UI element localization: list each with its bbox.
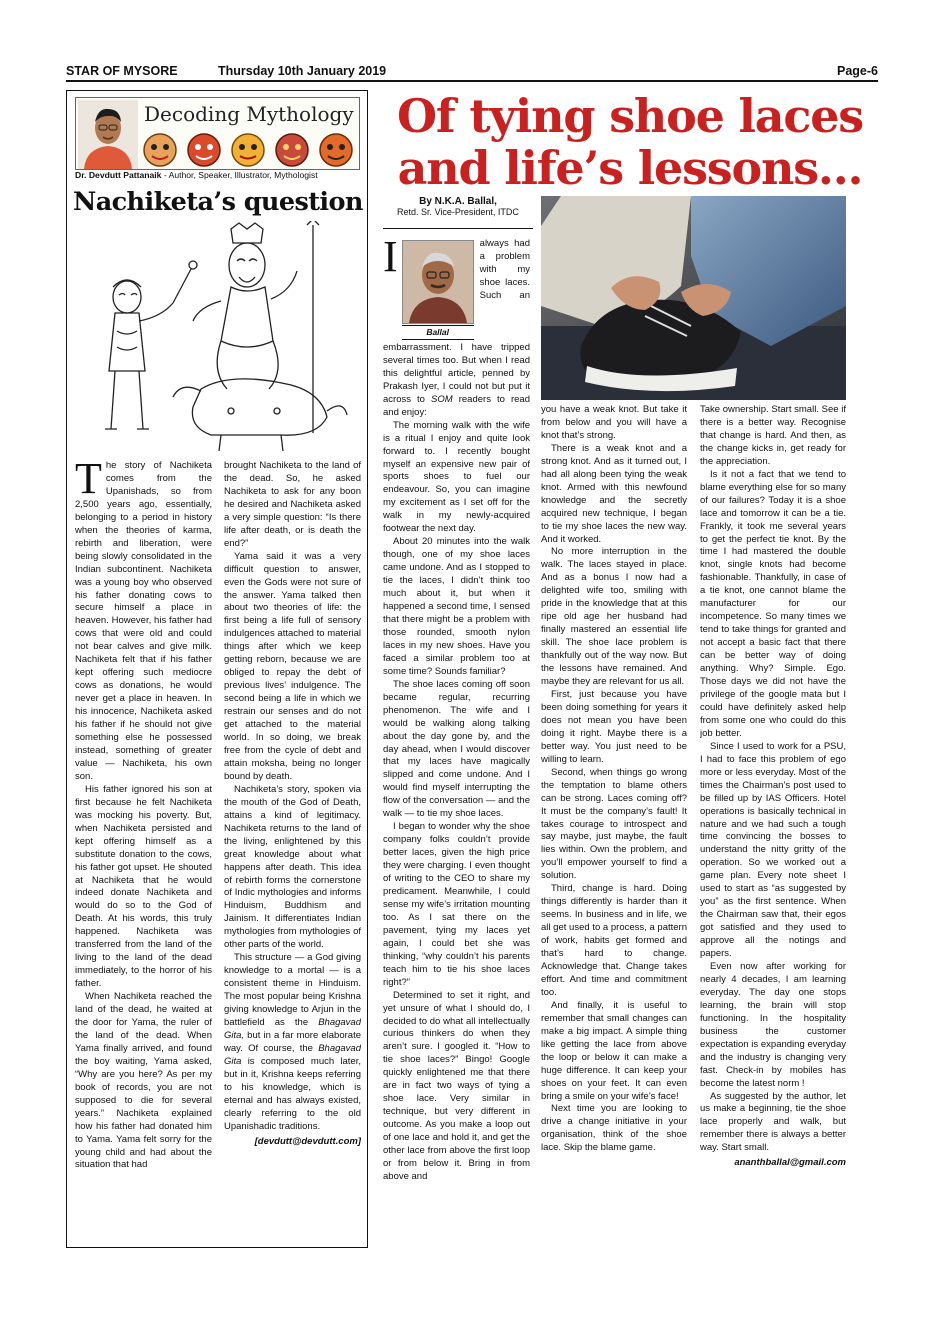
column-box: [66, 90, 368, 1248]
article-text-run: readers to read and enjoy:: [383, 393, 530, 418]
article-byline: [383, 196, 533, 217]
mask-row-illustration: [142, 132, 354, 168]
article-text-run: always had a problem with my shoe laces. Such an embarrassment. I have tripped several times too. But when I read this delightful article, penned by Prakash Iyer, I could not but put it across to: [383, 238, 530, 405]
article-paragraph: About 20 minutes into the walk though, one of my shoe laces came undone. And as I stopped to tie the laces, I didn’t think too much about it, but when it happened a second time, I sensed that there might be a problem with those rounded, smooth nylon laces in my new shoes. Have you faced a similar problem too at some time? Sounds familiar?: [383, 536, 530, 677]
article-dropcap: I: [383, 238, 398, 281]
article-paragraph: Third, change is hard. Doing things differently is harder than it seems. In business and in life, we all get used to a process, a pattern of work, habits get formed and that’s hard to change. Acknowledge that. Change takes effort. And time and commitment too.: [541, 883, 687, 998]
article-paragraph: Next time you are looking to drive a change initiative in your organisation, think of the shoe lace. Skip the blame game.: [541, 1103, 687, 1154]
article-paragraph: Second, when things go wrong the temptation to blame others can be strong. Laces coming off? It must be the company’s fault! It takes courage to introspect and say maybe, just maybe, the fault lies within. Own the problem, and you’ll empower yourself to find a solution.: [541, 766, 687, 882]
column-author-description: - Author, Speaker, Illustrator, Mythologist: [161, 170, 318, 180]
column-paragraph: His father ignored his son at first because he felt Nachiketa was mocking his poverty. But, when Nachiketa persisted and kept offering himself as a substitute donation to the cows, his father got upset. He shouted at Nachiketa that he would indeed donate Nachiketa and would do so to the God of Death. At his words, this truly happened. Nachiketa was transferred from the land of the living to the land of the dead immediately, to the horror of his father.: [75, 783, 212, 990]
article-paragraph: And finally, it is useful to remember that small changes can make a big impact. A simple thing like getting the lace from above the loop or below it can make a huge difference. It can keep your shoes on your feet. It can even bring a smile on your wife’s face!: [541, 999, 687, 1102]
column-italic-run: Bhagavad Gita: [224, 1042, 361, 1067]
column-paragraph: he story of Nachiketa comes from the Upanishads, so from 2,500 years ago, essentially, belonging to a period in history when the theories of karma, rebirth and liberation, were being slowly consolidated in the Indian subcontinent. Nachiketa was a young boy who observed his father donating cows to secure himself a place in heaven. However, his father had cows that were old and could not bear calves and give milk. Nachiketa felt that if his father kept offering such mediocre cows as donations, he would never get a place in heaven. In his innocence, Nachiketa asked his father if he should not give something else he possessed instead, something of greater value — Nachiketa, his own son.: [75, 460, 212, 782]
column-banner-title: Decoding Mythology: [144, 102, 354, 126]
column-text-run: but in a far more elaborate way. Of course, the: [224, 1029, 361, 1054]
column-author-name: Dr. Devdutt Pattanaik: [75, 170, 162, 180]
article-paragraph: Since I used to work for a PSU, I had to face this problem of ego more or less everyday. Most of the times the Chairman’s post used to be filled up by IAS Officers. Hotel operations is basically technical in nature and we had such a tough time convincing the bosses to understand the nitty gritty of the operation. So we worked out a game plan. Every note sheet I used to start as “as suggested by you” as the first sentence. When the Chairman saw that, their egos got satisfied and they used to approve all the notings and papers.: [700, 740, 846, 960]
article-paragraph: No more interruption in the walk. The laces stayed in place. And as a bonus I now had a delighted wife too, smiling with pride in the knowledge that at this ripe old age her husband had finally mastered an essential life skill. The shoe lace problem is thankfully out of the way now. But the lessons have remained. And maybe they are relevant for us all.: [541, 546, 687, 688]
column-text-run: This structure — a God giving knowledge to a mortal — is a consistent theme in Hinduism. The most popular being Krishna giving knowledge to Arjun in the battlefield as the: [224, 952, 361, 1028]
column-italic-run: Bhagavad Gita,: [224, 1016, 361, 1041]
masthead-rule: [66, 80, 878, 82]
column-author-email: [devdutt@devdutt.com]: [254, 1135, 361, 1147]
article-headline-line-1: Of tying shoe laces: [397, 89, 863, 143]
article-paragraph: The shoe laces coming off soon became regular, recurring phenomenon. The wife and I would be walking along talking about the day gone by, and the day ahead, when I would discover that my laces have magically slipped and come undone. And I would find myself interrupting the flow of the conversation — and the walk — to tie my shoe laces.: [383, 678, 530, 820]
article-text-col-1: [383, 238, 530, 1248]
shoe-lace-photo: [541, 196, 846, 400]
byline-rule: [383, 228, 533, 229]
article-paragraph: Determined to set it right, and yet unsure of what I should do, I decided to do what all intellectually curious thinkers do when they aren’t sure. I googled it. “How to tie shoe laces?” Bingo! Google quickly enlightened me that there are in fact two ways of tying a shoe lace. Very similar in technique, but very different in outcome. As you make a loop out of one lace and hold it, and get the other lace from above the first loop or from below it. Bring in from above and: [383, 989, 530, 1182]
column-paragraph: Nachiketa’s story, spoken via the mouth of the God of Death, attains a kind of legitimacy. Nachiketa returns to the land of the living, enlightened by this great knowledge about what happens after death. This idea of rebirth forms the cornerstone of Indic mythologies and informs Hinduism, Buddhism and Jainism. It differentiates Indian mythologies from mythologies of other parts of the world.: [224, 783, 361, 951]
column-banner: [75, 97, 360, 170]
column-title: Nachiketa’s question: [73, 187, 363, 217]
author-inset-caption: Ballal: [402, 325, 474, 340]
article-paragraph: I began to wonder why the shoe company folks couldn’t provide better laces, given the high price they were charging. I even thought of writing to the CEO to share my predicament. Meanwhile, I could sense my wife’s irritation mounting too. As I sat there on the pavement, tying my laces yet again, I could bet she was thinking, “why couldn’t his parents teach him to tie his shoe laces right?”: [383, 821, 530, 988]
article-headline-line-2: and life’s lessons...: [397, 141, 863, 195]
column-author-line: [75, 170, 360, 183]
article-byline-name: By N.K.A. Ballal,: [419, 196, 497, 207]
article-paragraph: you have a weak knot. But take it from below and you will have a knot that’s strong.: [541, 404, 687, 441]
author-portrait: [78, 100, 138, 169]
article-paragraph: There is a weak knot and a strong knot. And as it turned out, I had all along been tying the weak knot. Armed with this newfound knowledge and the secretly acquired new technique, I began to tie my shoe laces the new way. And it worked.: [541, 442, 687, 545]
author-inset: [402, 240, 474, 340]
column-text-col-1: [75, 460, 212, 1240]
article-headline: [380, 90, 880, 194]
column-paragraph: brought Nachiketa to the land of the dead. So, he asked Nachiketa to ask for any boon he desired and Nachiketa asked a very simple question: “Is there life after death, or is death the end?”: [224, 460, 361, 549]
article-paragraph: Is it not a fact that we tend to blame everything else for so many of our failures? Today it is a shoe lace and tomorrow it can be a tie. Frankly, it took me several years to get the perfect tie knot. By the time I had mastered the double knot, single knots had become fashionable. Thankfully, in case of a tie knot, one cannot blame the manufacturer for our incompetence. So many times we tend to take things for granted and not accept a basic fact that there can be better way of doing anything. Why? Simple. Ego. Those days we did not have the privilege of the google mata but I could have definitely asked help from some one who could do this job better.: [700, 468, 846, 739]
masthead: [66, 62, 878, 82]
article-paragraph: As suggested by the author, let us make a beginning, tie the shoe lace properly and walk, but remember there is always a better way. Start small.: [700, 1090, 846, 1154]
column-text-run: is composed much later, but in it, Krishna keeps referring to his knowledge, which is eternal and has always existed, clearly referring to the old Upanishadic traditions.: [224, 1055, 361, 1132]
newspaper-name: STAR OF MYSORE: [66, 64, 178, 78]
column-paragraph: [224, 952, 361, 1133]
page-number: Page-6: [837, 64, 878, 78]
issue-date: Thursday 10th January 2019: [218, 64, 387, 78]
article-text-col-3: [700, 404, 846, 1248]
article-author-email: ananthballal@gmail.com: [734, 1157, 846, 1169]
author-inset-photo: [402, 240, 474, 324]
article-paragraph: First, just because you have been doing something for years it does not mean you have been doing it right. Maybe there is a better way. You just need to be willing to learn.: [541, 688, 687, 765]
article-italic-run: SOM: [431, 393, 453, 405]
article-text-col-2: [541, 404, 687, 1248]
column-text-col-2: [224, 460, 361, 1240]
column-paragraph: When Nachiketa reached the land of the dead, he waited at the door for Yama, the ruler of the land of the dead. When Yama finally arrived, and found the boy waiting, Yama asked, “Why are you here? As per my book of records, you are not supposed to die for several years.” Nachiketa explained how his father had donated him to Yama. Yama felt sorry for the young child and had about the situation that had: [75, 991, 212, 1171]
article-byline-title: Retd. Sr. Vice-President, ITDC: [397, 207, 519, 217]
column-paragraph: Yama said it was a very difficult question to answer, even the Gods were not sure of the answer. Yama talked then about two theories of life: the first being a life full of sensory indulgences attached to material things after which we keep getting reborn, because we are obliged to repay the debt of previous lives’ indulgence. The second being a life in which we restrain our senses and do not get attached to the material world. In so doing, we break free from the cycle of debt and attain moksha, being no longer bound by death.: [224, 550, 361, 782]
column-dropcap: T: [75, 460, 102, 503]
article-paragraph: Take ownership. Start small. See if there is a better way. Recognise that change is hard. And then, as the change kicks in, get ready for the appreciation.: [700, 404, 846, 467]
article-paragraph: Even now after working for nearly 4 decades, I am learning everyday. The day one stops learning, the brain will stop functioning. In the hospitality business the customer expectation is expanding everyday and the industry is changing very fast. Check-in by mobiles has become the latest norm !: [700, 960, 846, 1089]
article-paragraph: The morning walk with the wife is a ritual I enjoy and quite look forward to. I recently bought myself an expensive new pair of sports shoes to fuel our endeavour. So, you can imagine my excitement as I set off for the walk in my newly-acquired footwear the next day.: [383, 419, 530, 535]
nachiketa-yama-illustration: [81, 221, 353, 453]
